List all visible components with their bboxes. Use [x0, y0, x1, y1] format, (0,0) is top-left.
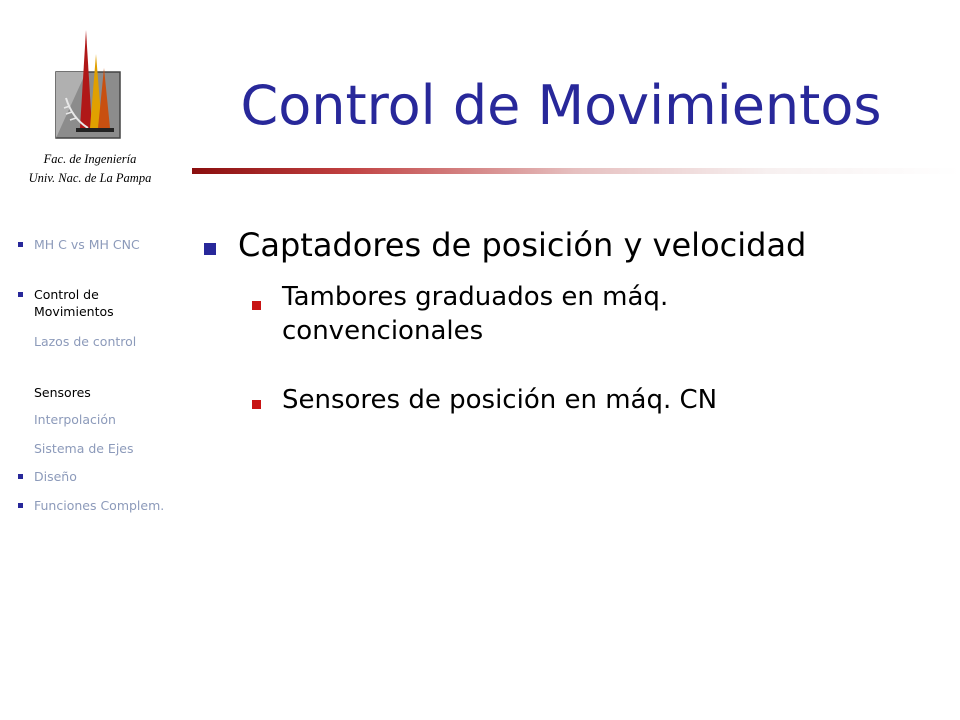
- nav-bullet-icon: [18, 474, 23, 479]
- sub-bullet-square-icon: [252, 400, 261, 409]
- nav-item-label: Interpolación: [34, 412, 116, 427]
- sub-bullet-square-icon: [252, 301, 261, 310]
- nav-item-label: Control de Movimientos: [34, 287, 114, 319]
- title-divider: [192, 168, 960, 174]
- nav-item-label: Sensores: [34, 385, 91, 400]
- nav-bullet-icon: [18, 503, 23, 508]
- nav-item-label: Sistema de Ejes: [34, 441, 134, 456]
- slide-title: Control de Movimientos: [240, 74, 882, 137]
- sub-bullet-text-2: Sensores de posición en máq. CN: [282, 385, 718, 415]
- nav-item-label: MH C vs MH CNC: [34, 237, 140, 252]
- nav-bullet-icon: [18, 292, 23, 297]
- bullet-square-icon: [204, 243, 216, 255]
- institution-line-2: Univ. Nac. de La Pampa: [28, 171, 152, 185]
- nav-bullet-icon: [18, 242, 23, 247]
- institution-line-1: Fac. de Ingeniería: [43, 152, 137, 166]
- nav-item-label: Funciones Complem.: [34, 498, 165, 513]
- university-logo-icon: [52, 28, 124, 144]
- main-bullet-text: Captadores de posición y velocidad: [238, 226, 807, 264]
- nav-item-label: Diseño: [34, 469, 77, 484]
- nav-item-label: Lazos de control: [34, 334, 137, 349]
- sub-bullet-text-1: Tambores graduados en máq. convencionales: [282, 282, 669, 346]
